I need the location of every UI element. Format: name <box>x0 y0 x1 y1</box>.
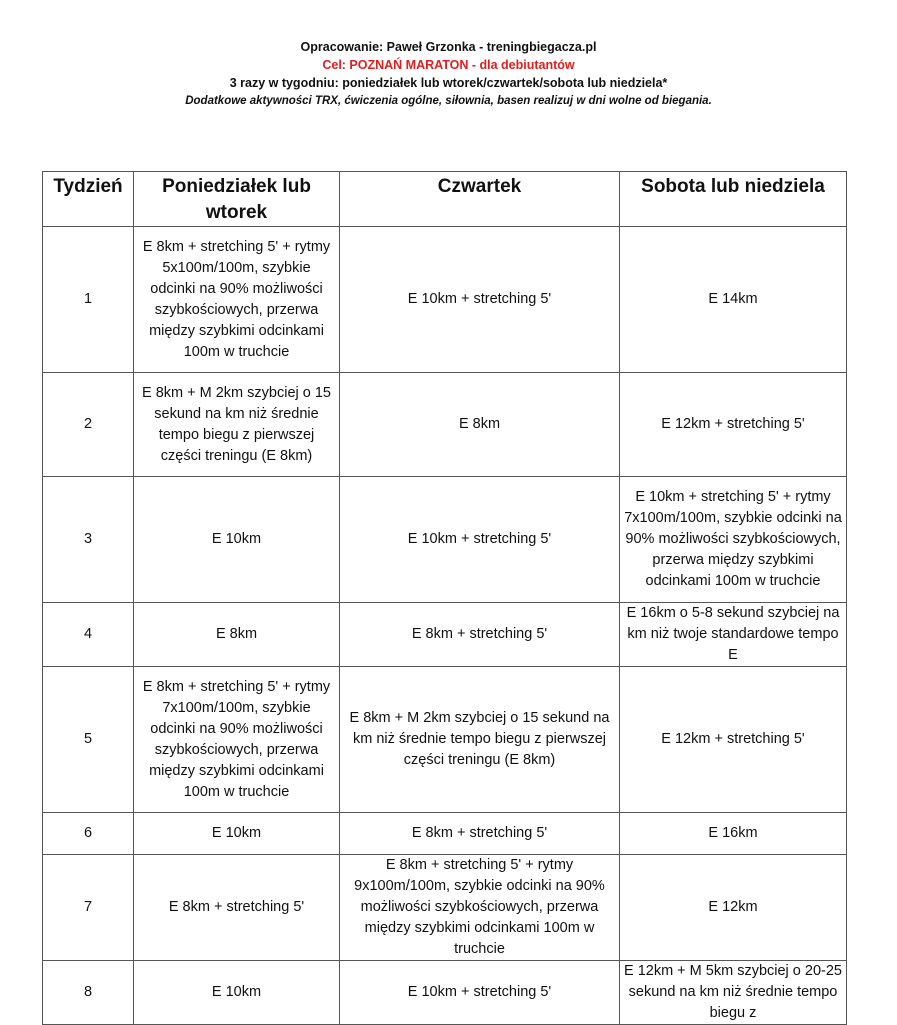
table-row <box>43 855 847 961</box>
table-row <box>43 227 847 373</box>
monday-workout: E 10km <box>134 477 340 603</box>
week-number: 4 <box>43 603 134 667</box>
thursday-workout: E 8km + M 2km szybciej o 15 sekund na km niż średnie tempo biegu z pierwszej części treningu (E 8km) <box>340 667 620 813</box>
weekend-workout: E 14km <box>620 227 847 373</box>
author-line: Opracowanie: Paweł Grzonka - treningbiegacza.pl <box>300 40 597 54</box>
thursday-workout: E 10km + stretching 5' <box>340 961 620 1025</box>
week-number: 3 <box>43 477 134 603</box>
week-number: 5 <box>43 667 134 813</box>
thursday-workout: E 10km + stretching 5' <box>340 227 620 373</box>
weekend-workout: E 12km + M 5km szybciej o 20-25 sekund na km niż średnie tempo biegu z <box>620 961 847 1025</box>
training-plan-table <box>42 171 847 1025</box>
monday-workout: E 8km <box>134 603 340 667</box>
monday-workout: E 8km + stretching 5' + rytmy 7x100m/100m, szybkie odcinki na 90% możliwości szybkościowych, przerwa między szybkimi odcinkami 100m w truchcie <box>134 667 340 813</box>
weekend-workout: E 12km + stretching 5' <box>620 373 847 477</box>
column-header-week: Tydzień <box>43 172 134 227</box>
thursday-workout: E 8km <box>340 373 620 477</box>
column-header-thursday: Czwartek <box>340 172 620 227</box>
table-header-row <box>43 172 847 227</box>
weekend-workout: E 16km o 5-8 sekund szybciej na km niż twoje standardowe tempo E <box>620 603 847 667</box>
monday-workout: E 8km + M 2km szybciej o 15 sekund na km niż średnie tempo biegu z pierwszej części treningu (E 8km) <box>134 373 340 477</box>
weekend-workout: E 16km <box>620 813 847 855</box>
thursday-workout: E 8km + stretching 5' <box>340 813 620 855</box>
schedule-line: 3 razy w tygodniu: poniedziałek lub wtorek/czwartek/sobota lub niedziela* <box>229 76 668 90</box>
week-number: 8 <box>43 961 134 1025</box>
thursday-workout: E 10km + stretching 5' <box>340 477 620 603</box>
table-row <box>43 477 847 603</box>
monday-workout: E 10km <box>134 961 340 1025</box>
monday-workout: E 10km <box>134 813 340 855</box>
monday-workout: E 8km + stretching 5' + rytmy 5x100m/100m, szybkie odcinki na 90% możliwości szybkościowych, przerwa między szybkimi odcinkami 100m w truchcie <box>134 227 340 373</box>
column-header-saturday-sunday: Sobota lub niedziela <box>620 172 847 227</box>
thursday-workout: E 8km + stretching 5' + rytmy 9x100m/100m, szybkie odcinki na 90% możliwości szybkościowych, przerwa między szybkimi odcinkami 100m w truchcie <box>340 855 620 961</box>
goal-line: Cel: POZNAŃ MARATON - dla debiutantów <box>322 58 575 72</box>
week-number: 6 <box>43 813 134 855</box>
table-row <box>43 603 847 667</box>
week-number: 2 <box>43 373 134 477</box>
document-header <box>0 38 897 110</box>
week-number: 1 <box>43 227 134 373</box>
additional-activities-line: Dodatkowe aktywności TRX, ćwiczenia ogólne, siłownia, basen realizuj w dni wolne od biegania. <box>185 95 712 107</box>
thursday-workout: E 8km + stretching 5' <box>340 603 620 667</box>
table-row <box>43 667 847 813</box>
table-row <box>43 813 847 855</box>
table-row <box>43 961 847 1025</box>
table-row <box>43 373 847 477</box>
column-header-monday-tuesday: Poniedziałek lub wtorek <box>134 172 340 227</box>
weekend-workout: E 10km + stretching 5' + rytmy 7x100m/100m, szybkie odcinki na 90% możliwości szybkościowych, przerwa między szybkimi odcinkami 100m w truchcie <box>620 477 847 603</box>
monday-workout: E 8km + stretching 5' <box>134 855 340 961</box>
weekend-workout: E 12km + stretching 5' <box>620 667 847 813</box>
week-number: 7 <box>43 855 134 961</box>
weekend-workout: E 12km <box>620 855 847 961</box>
